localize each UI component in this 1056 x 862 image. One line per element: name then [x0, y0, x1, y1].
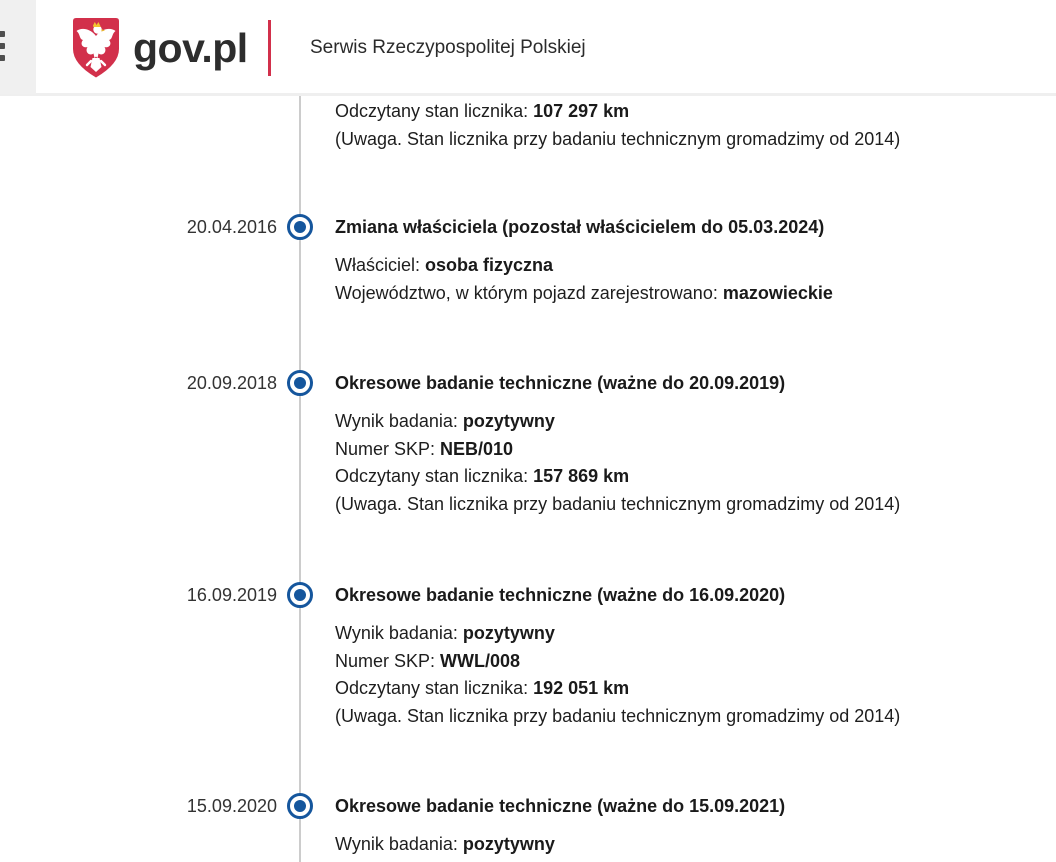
- entry-detail-line: Wynik badania: pozytywny: [335, 834, 555, 854]
- entry-date: 16.09.2019: [186, 585, 277, 605]
- entry-title: Okresowe badanie techniczne (ważne do 16.09.2020): [335, 585, 786, 605]
- timeline-entry: [0, 581, 1056, 730]
- side-strip: [0, 0, 36, 94]
- entry-detail-line: Numer SKP: WWL/008: [335, 650, 521, 671]
- timeline-marker-icon: [287, 214, 313, 240]
- side-dots-icon: [0, 43, 5, 49]
- entry-lines: [335, 98, 936, 153]
- timeline-marker-icon: [287, 793, 313, 819]
- entry-title: Okresowe badanie techniczne (ważne do 15.09.2021): [335, 796, 786, 816]
- entry-detail-line: Odczytany stan licznika: 107 297 km: [335, 101, 630, 121]
- entry-detail-line: Odczytany stan licznika: 157 869 km: [335, 466, 630, 486]
- entry-detail-line: Numer SKP: NEB/010: [335, 438, 514, 459]
- entry-date: 15.09.2020: [186, 796, 277, 816]
- entry-detail-line: Województwo, w którym pojazd zarejestrowano: mazowieckie: [335, 282, 833, 303]
- entry-content: [335, 98, 1056, 153]
- entry-lines: [335, 831, 936, 859]
- entry-content: [335, 581, 1056, 730]
- brand-divider: [268, 20, 271, 76]
- entry-lines: [335, 252, 936, 307]
- entry-title: Okresowe badanie techniczne (ważne do 20.09.2019): [335, 373, 786, 393]
- entry-lines: [335, 408, 936, 518]
- entry-detail-line: Właściciel: osoba fizyczna: [335, 255, 554, 275]
- side-dots-icon: [0, 55, 5, 61]
- entry-detail-line: Odczytany stan licznika: 192 051 km: [335, 678, 630, 698]
- side-dots-icon: [0, 31, 5, 37]
- entry-detail-line: Wynik badania: pozytywny: [335, 411, 555, 431]
- entry-content: [335, 369, 1056, 518]
- govpl-logo-text: gov.pl: [133, 25, 248, 71]
- timeline-entry: [0, 98, 1056, 153]
- site-tagline: Serwis Rzeczypospolitej Polskiej: [310, 37, 586, 58]
- timeline-entry: [0, 792, 1056, 859]
- timeline-entry: [0, 213, 1056, 307]
- timeline-entry: [0, 369, 1056, 518]
- timeline-marker-icon: [287, 370, 313, 396]
- entry-detail-line: (Uwaga. Stan licznika przy badaniu technicznym gromadzimy od 2014): [335, 493, 901, 514]
- entry-detail-line: Wynik badania: pozytywny: [335, 623, 555, 643]
- entry-detail-line: (Uwaga. Stan licznika przy badaniu technicznym gromadzimy od 2014): [335, 705, 901, 726]
- site-header: [0, 0, 1056, 96]
- entry-content: [335, 213, 1056, 307]
- entry-lines: [335, 620, 936, 730]
- govpl-logo-link[interactable]: [72, 17, 248, 79]
- entry-title: Zmiana właściciela (pozostał właścicielem do 05.03.2024): [335, 217, 825, 237]
- entry-date: 20.09.2018: [186, 373, 277, 393]
- entry-detail-line: (Uwaga. Stan licznika przy badaniu technicznym gromadzimy od 2014): [335, 128, 901, 149]
- timeline-marker-icon: [287, 582, 313, 608]
- vehicle-history-timeline: [0, 98, 1056, 862]
- poland-emblem-icon: [72, 17, 120, 79]
- entry-date: 20.04.2016: [186, 217, 277, 237]
- entry-content: [335, 792, 1056, 859]
